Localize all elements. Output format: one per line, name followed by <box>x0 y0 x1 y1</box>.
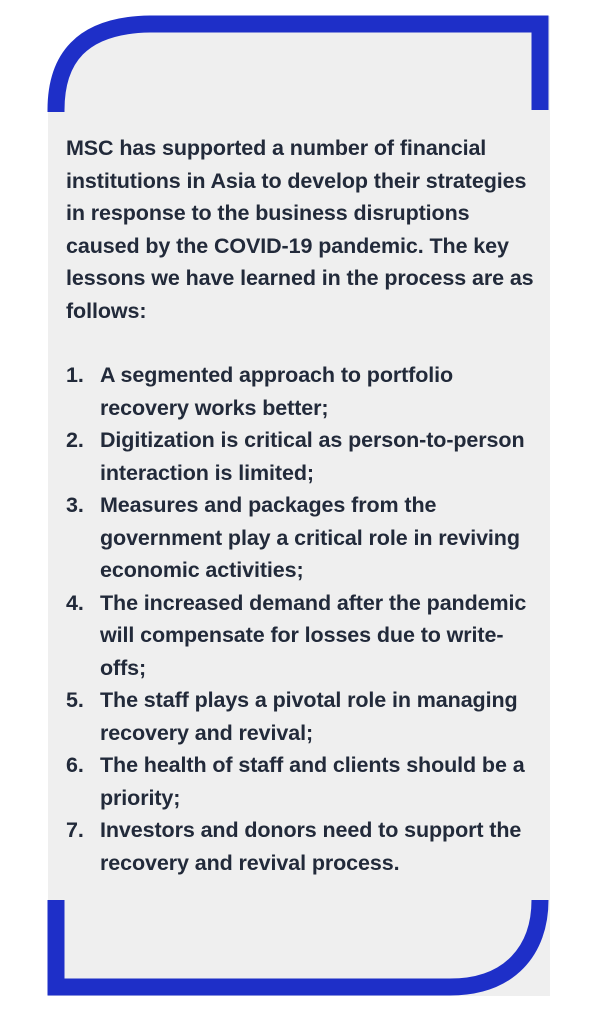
list-number: 3. <box>66 493 84 517</box>
list-text: Measures and packages from the government play a critical role in reviving economic activities; <box>100 493 520 582</box>
list-text: The health of staff and clients should be a priority; <box>100 753 525 810</box>
list-item <box>66 424 541 489</box>
list-item <box>66 489 541 587</box>
list-text: The staff plays a pivotal role in managing recovery and revival; <box>100 688 518 745</box>
lessons-list <box>66 359 541 879</box>
list-item <box>66 749 541 814</box>
list-item <box>66 684 541 749</box>
list-number: 5. <box>66 688 84 712</box>
list-number: 4. <box>66 590 84 615</box>
list-text: Digitization is critical as person-to-person interaction is limited; <box>100 428 525 485</box>
list-item <box>66 587 541 685</box>
intro-paragraph: MSC has supported a number of financial institutions in Asia to develop their strategies in response to the business disruptions caused by the COVID-19 pandemic. The key lessons we have learned in the process are as follows: <box>66 136 534 323</box>
list-item <box>66 814 541 879</box>
list-number: 2. <box>66 428 84 452</box>
list-number: 6. <box>66 753 84 777</box>
list-text: A segmented approach to portfolio recovery works better; <box>100 363 454 420</box>
list-number: 7. <box>66 818 84 842</box>
list-text: Investors and donors need to support the recovery and revival process. <box>100 818 522 875</box>
lessons-content <box>66 132 541 879</box>
list-text: The increased demand after the pandemic will compensate for losses due to write-offs; <box>100 590 527 680</box>
list-number: 1. <box>66 363 84 387</box>
list-item <box>66 359 541 424</box>
